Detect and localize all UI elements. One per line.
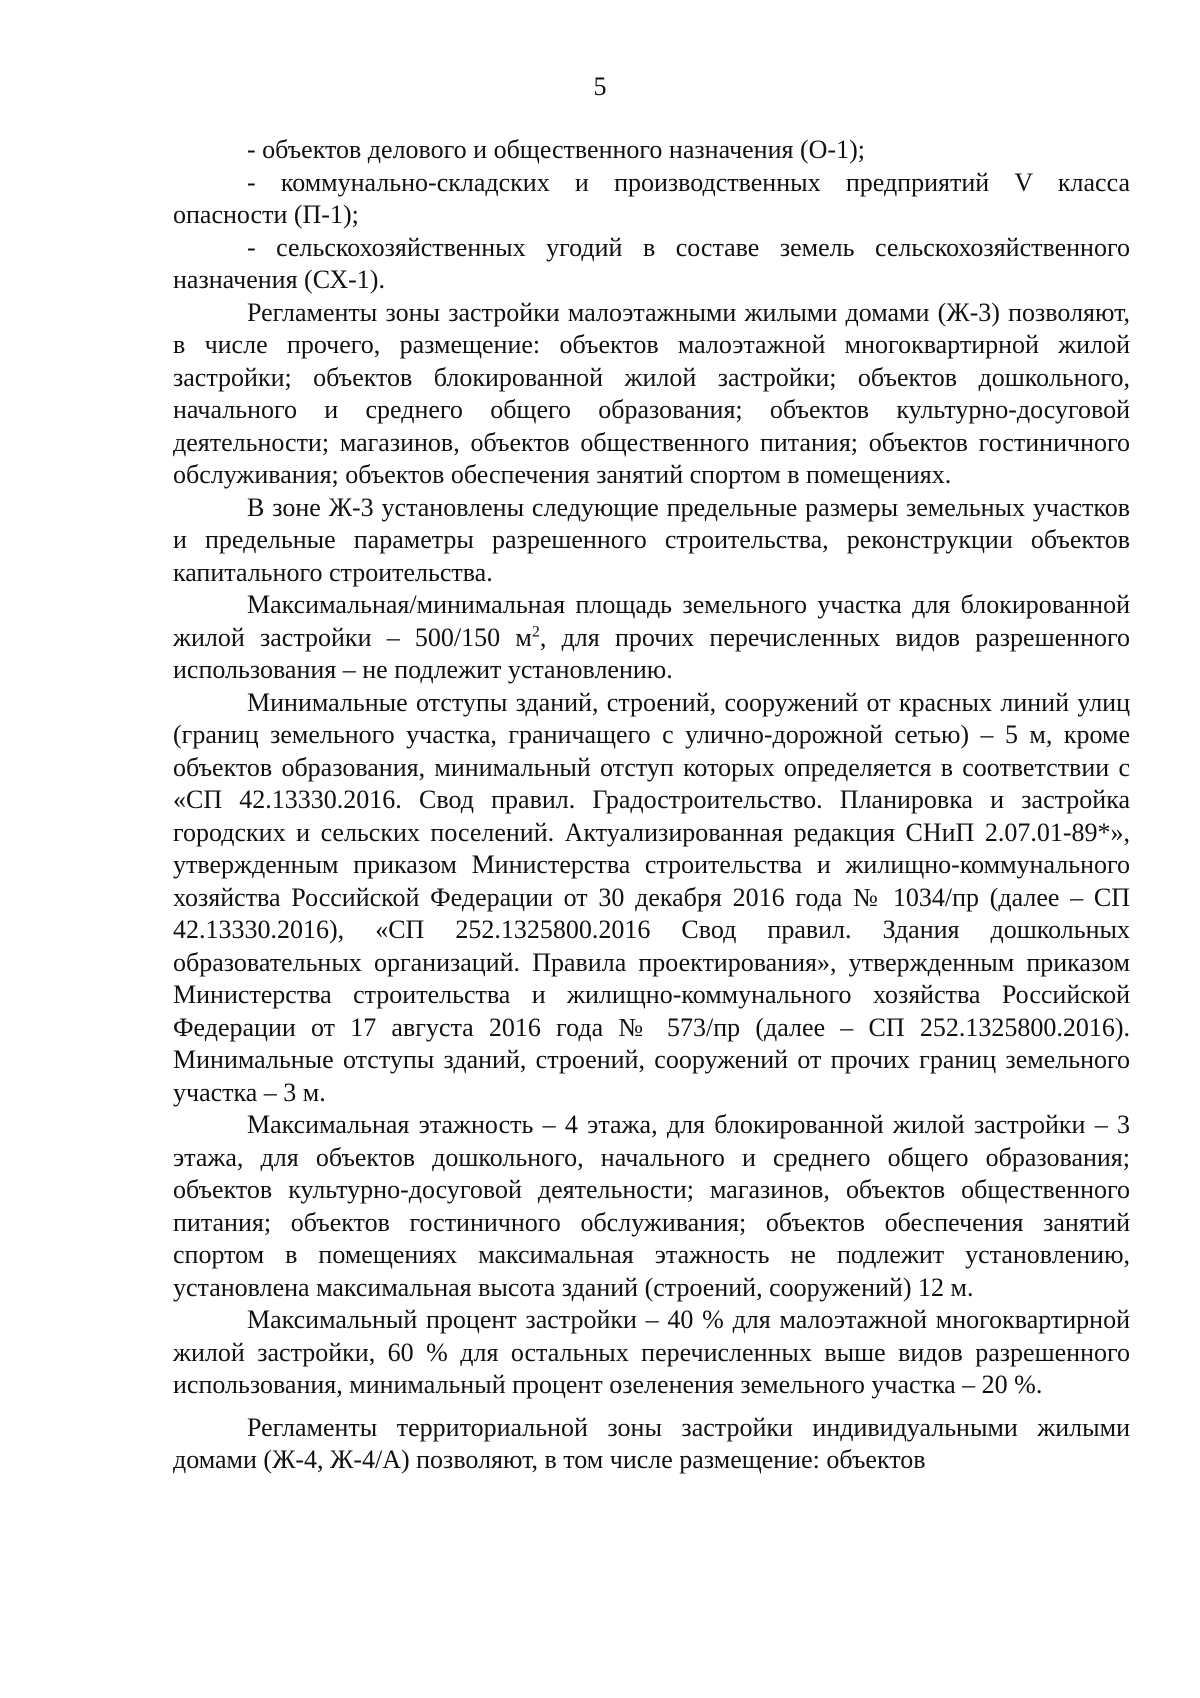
document-body xyxy=(173,134,1130,1477)
paragraph-building-percent: Максимальный процент застройки – 40 % для малоэтажной многоквартирной жилой застройки, 60 % для остальных перечисленных выше видов разрешенного использования, минимальный процент озеленения земельного участка – 20 %. xyxy=(173,1305,1130,1399)
paragraph-plot-area xyxy=(173,589,1130,687)
paragraph-zh3-regulations: Регламенты зоны застройки малоэтажными жилыми домами (Ж-3) позволяют, в числе прочего, размещение: объектов малоэтажной многоквартирной жилой застройки; объектов блокированной жилой застройки; объектов дошкольного, начального и среднего общего образования; объектов культурно-досуговой деятельности; магазинов, объектов общественного питания; объектов гостиничного обслуживания; объектов обеспечения занятий спортом в помещениях. xyxy=(173,297,1130,489)
paragraph-zh3-limits-intro: В зоне Ж-3 установлены следующие предельные размеры земельных участков и предельные параметры разрешенного строительства, реконструкции объектов капитального строительства. xyxy=(173,492,1130,587)
plot-area-text-end: , для прочих перечисленных видов разрешенного использования – не подлежит установлению. xyxy=(173,622,1130,684)
list-item-business-zone: - объектов делового и общественного назначения (О-1); xyxy=(247,135,865,164)
paragraph-setbacks: Минимальные отступы зданий, строений, сооружений от красных линий улиц (границ земельного участка, граничащего с улично-дорожной сетью) – 5 м, кроме объектов образования, минимальный отступ которых определяется в соответствии с «СП 42.13330.2016. Свод правил. Градостроительство. Планировка и застройка городских и сельских поселений. Актуализированная редакция СНиП 2.07.01-89*», утвержденным приказом Министерства строительства и жилищно-коммунального хозяйства Российской Федерации от 30 декабря 2016 года № 1034/пр (далее – СП 42.13330.2016), «СП 252.1325800.2016 Свод правил. Здания дошкольных образовательных организаций. Правила проектирования», утвержденным приказом Министерства строительства и жилищно-коммунального хозяйства Российской Федерации от 17 августа 2016 года № 573/пр (далее – СП 252.1325800.2016). Минимальные отступы зданий, строений, сооружений от прочих границ земельного участка – 3 м. xyxy=(173,687,1130,1107)
list-item-industrial-zone: - коммунально-складских и производственных предприятий V класса опасности (П-1); xyxy=(173,167,1130,229)
list-item-agricultural-zone: - сельскохозяйственных угодий в составе земель сельскохозяйственного назначения (СХ-1). xyxy=(173,232,1130,294)
square-superscript: 2 xyxy=(531,622,540,640)
paragraph-zh4-regulations: Регламенты территориальной зоны застройки индивидуальными жилыми домами (Ж-4, Ж-4/А) позволяют, в том числе размещение: объектов xyxy=(173,1412,1130,1474)
paragraph-max-floors: Максимальная этажность – 4 этажа, для блокированной жилой застройки – 3 этажа, для объектов дошкольного, начального и среднего общего образования; объектов культурно-досуговой деятельности; магазинов, объектов общественного питания; объектов гостиничного обслуживания; объектов обеспечения занятий спортом в помещениях максимальная этажность не подлежит установлению, установлена максимальная высота зданий (строений, сооружений) 12 м. xyxy=(173,1110,1130,1302)
plot-area-text: Максимальная/минимальная площадь земельного участка для блокированной жилой застройки – 500/150 м xyxy=(173,590,1130,652)
page-number: 5 xyxy=(593,72,607,101)
